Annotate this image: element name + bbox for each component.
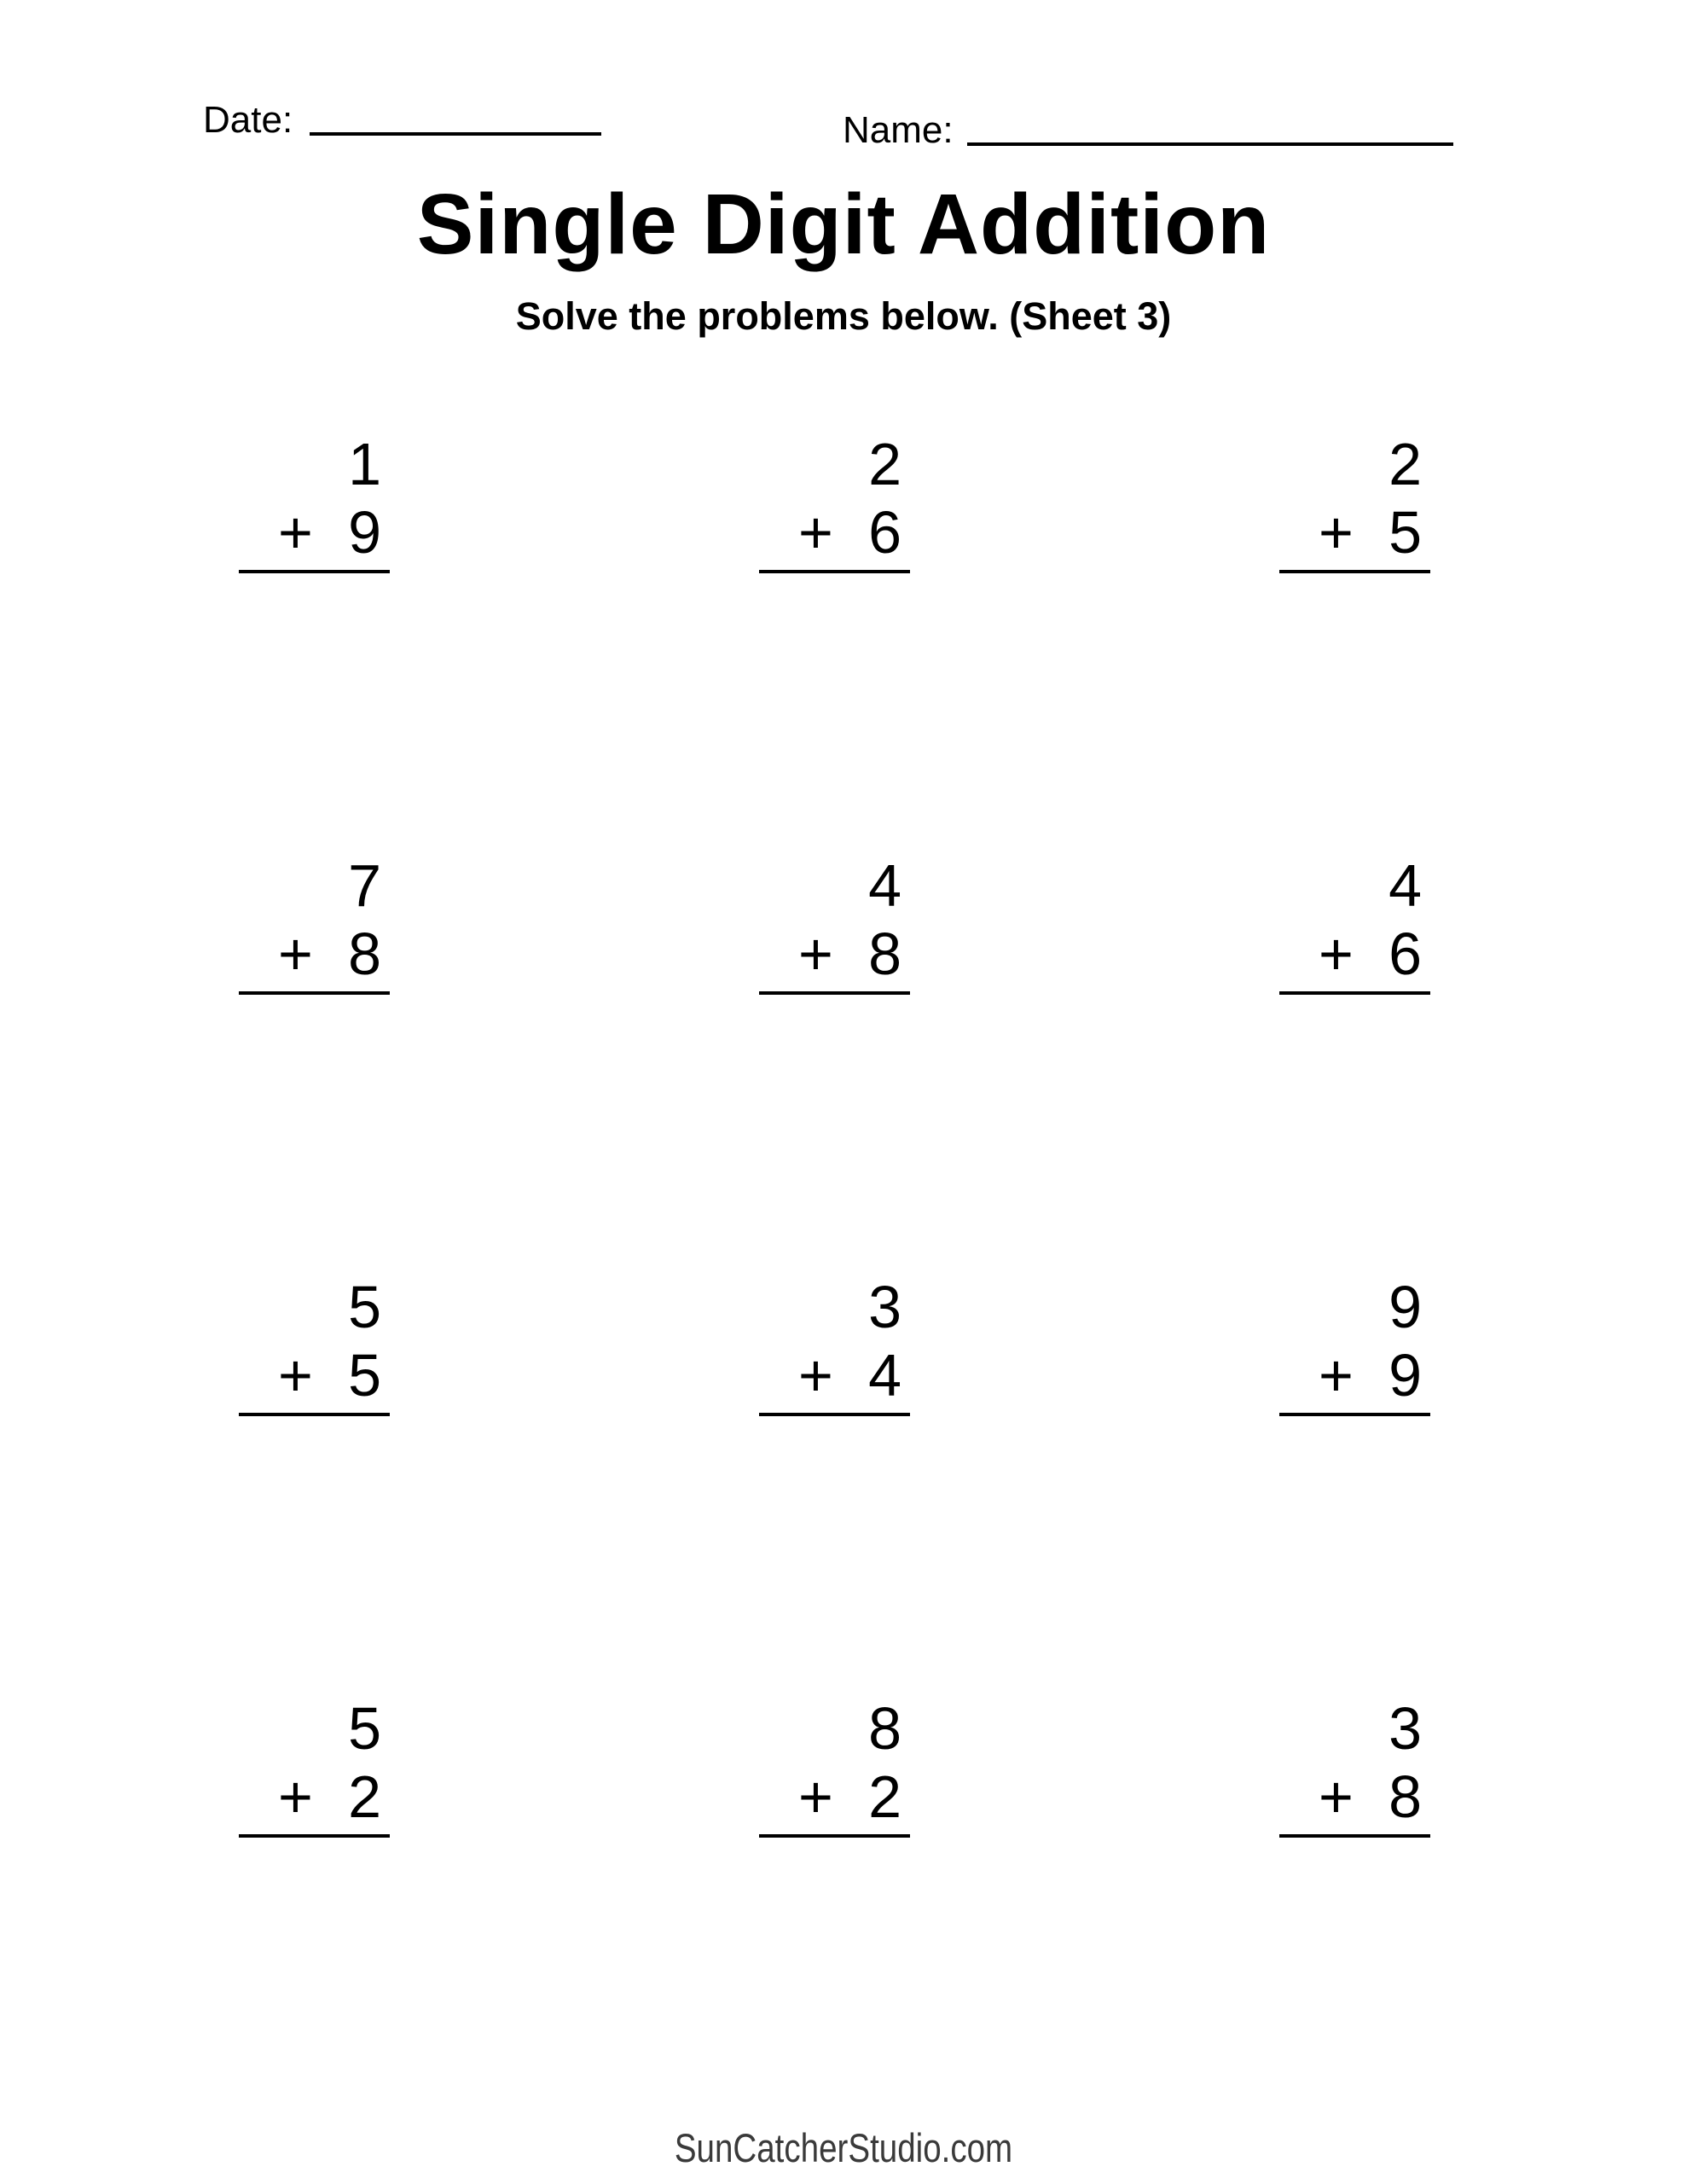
addition-problem-10 <box>239 1694 390 1838</box>
addition-problem-7 <box>239 1273 390 1416</box>
top-addend: 7 <box>348 852 381 919</box>
addition-problem-5 <box>759 851 910 995</box>
plus-sign: + <box>798 1763 833 1830</box>
bottom-addend: 5 <box>348 1342 381 1409</box>
plus-sign: + <box>278 1763 313 1830</box>
plus-sign: + <box>1319 1342 1354 1409</box>
bottom-addend: 6 <box>1388 921 1422 987</box>
bottom-addend: 8 <box>348 921 381 987</box>
top-addend: 2 <box>1388 431 1422 497</box>
top-addend: 1 <box>348 431 381 497</box>
date-fill-in-line <box>310 132 601 136</box>
bottom-addend: 5 <box>1388 499 1422 566</box>
bottom-addend: 4 <box>868 1342 901 1409</box>
bottom-addend: 2 <box>348 1763 381 1830</box>
top-addend: 2 <box>868 431 901 497</box>
top-addend: 5 <box>348 1274 381 1340</box>
problems-grid <box>239 430 1430 1838</box>
page-title: Single Digit Addition <box>416 177 1271 272</box>
answer-line <box>759 991 910 995</box>
answer-line <box>1279 570 1430 573</box>
answer-line <box>759 1413 910 1416</box>
name-label: Name: <box>843 109 954 151</box>
plus-sign: + <box>1319 499 1354 566</box>
addition-problem-12 <box>1279 1694 1430 1838</box>
top-addend: 3 <box>868 1274 901 1340</box>
top-addend: 9 <box>1388 1274 1422 1340</box>
answer-line <box>1279 1834 1430 1838</box>
addition-problem-9 <box>1279 1273 1430 1416</box>
top-addend: 8 <box>868 1695 901 1762</box>
addition-problem-11 <box>759 1694 910 1838</box>
plus-sign: + <box>278 921 313 987</box>
answer-line <box>239 1834 390 1838</box>
answer-line <box>1279 991 1430 995</box>
answer-line <box>1279 1413 1430 1416</box>
addition-problem-4 <box>239 851 390 995</box>
answer-line <box>239 1413 390 1416</box>
top-addend: 3 <box>1388 1695 1422 1762</box>
answer-line <box>239 570 390 573</box>
plus-sign: + <box>278 499 313 566</box>
plus-sign: + <box>798 1342 833 1409</box>
plus-sign: + <box>278 1342 313 1409</box>
addition-problem-3 <box>1279 430 1430 573</box>
top-addend: 4 <box>1388 852 1422 919</box>
plus-sign: + <box>1319 921 1354 987</box>
addition-problem-1 <box>239 430 390 573</box>
bottom-addend: 8 <box>868 921 901 987</box>
bottom-addend: 8 <box>1388 1763 1422 1830</box>
footer-site-text: SunCatcherStudio.com <box>674 2125 1013 2170</box>
name-fill-in-line <box>967 142 1453 146</box>
addition-problem-8 <box>759 1273 910 1416</box>
top-addend: 5 <box>348 1695 381 1762</box>
answer-line <box>239 991 390 995</box>
bottom-addend: 2 <box>868 1763 901 1830</box>
top-addend: 4 <box>868 852 901 919</box>
addition-problem-2 <box>759 430 910 573</box>
bottom-addend: 9 <box>348 499 381 566</box>
plus-sign: + <box>798 921 833 987</box>
bottom-addend: 6 <box>868 499 901 566</box>
plus-sign: + <box>798 499 833 566</box>
addition-problem-6 <box>1279 851 1430 995</box>
bottom-addend: 9 <box>1388 1342 1422 1409</box>
answer-line <box>759 1834 910 1838</box>
plus-sign: + <box>1319 1763 1354 1830</box>
page-subtitle: Solve the problems below. (Sheet 3) <box>515 294 1172 338</box>
answer-line <box>759 570 910 573</box>
date-label: Date: <box>203 99 293 141</box>
